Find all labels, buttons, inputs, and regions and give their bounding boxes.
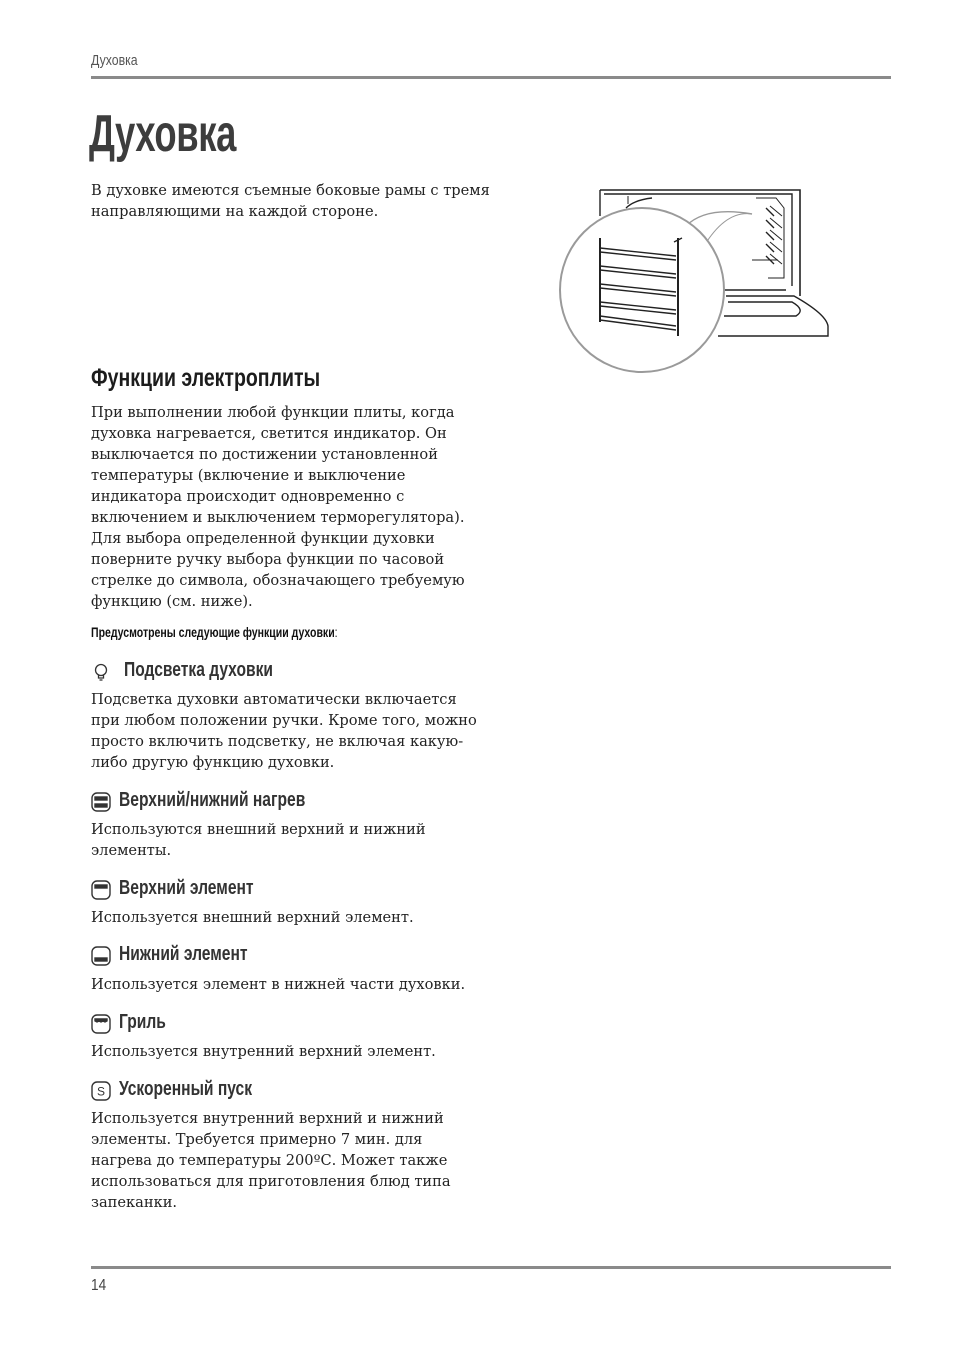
function-name: Верхний элемент <box>119 877 254 899</box>
top-bottom-heat-icon <box>91 792 111 812</box>
top-element-icon <box>91 880 111 900</box>
running-header: Духовка <box>91 52 138 69</box>
functions-lead-colon: : <box>334 625 338 640</box>
function-name: Ускоренный пуск <box>119 1078 253 1100</box>
functions-lead-text: Предусмотрены следующие функции духовки <box>91 625 335 640</box>
bulb-icon <box>91 662 111 682</box>
rapid-start-icon-letter: S <box>96 1084 106 1099</box>
header-rule <box>91 76 891 79</box>
rapid-start-icon <box>91 1081 111 1101</box>
bottom-element-icon <box>91 946 111 966</box>
function-name: Подсветка духовки <box>124 659 273 681</box>
page-number: 14 <box>91 1277 107 1294</box>
functions-lead <box>91 625 338 640</box>
function-description: Подсветка духовки автоматически включается при любом положении ручки. Кроме того, можно просто включить подсветку, не включая какую-либо другую функцию духовки. <box>91 691 477 771</box>
function-name: Верхний/нижний нагрев <box>119 789 306 811</box>
function-description: Используется внутренний верхний элемент. <box>91 1043 436 1060</box>
function-description: Используется элемент в нижней части духовки. <box>91 976 466 993</box>
section-body: При выполнении любой функции плиты, когда духовка нагревается, светится индикатор. Он выключается по достижении установленной температуры (включение и выключение индикатора происходит одновременно с включением и выключением терморегулятора). Для выбора определенной функции духовки поверните ручку выбора функции по часовой стрелке до символа, обозначающего требуемую функцию (см. ниже). <box>91 404 465 610</box>
section-title: Функции электроплиты <box>91 364 321 392</box>
intro-text: В духовке имеются съемные боковые рамы с тремя направляющими на каждой стороне. <box>91 182 490 220</box>
function-name: Гриль <box>119 1011 166 1033</box>
grill-icon <box>91 1014 111 1034</box>
magnifier-circle <box>560 208 724 372</box>
function-name: Нижний элемент <box>119 943 248 965</box>
function-description: Используется внешний верхний элемент. <box>91 909 414 926</box>
function-description: Используются внешний верхний и нижний элементы. <box>91 821 426 859</box>
oven-shelf-illustration <box>556 186 832 376</box>
footer-rule <box>91 1266 891 1269</box>
page-title: Духовка <box>89 105 237 163</box>
function-description: Используется внутренний верхний и нижний элементы. Требуется примерно 7 мин. для нагрева до температуры 200ºС. Может также использоваться для приготовления блюд типа запеканки. <box>91 1110 451 1211</box>
